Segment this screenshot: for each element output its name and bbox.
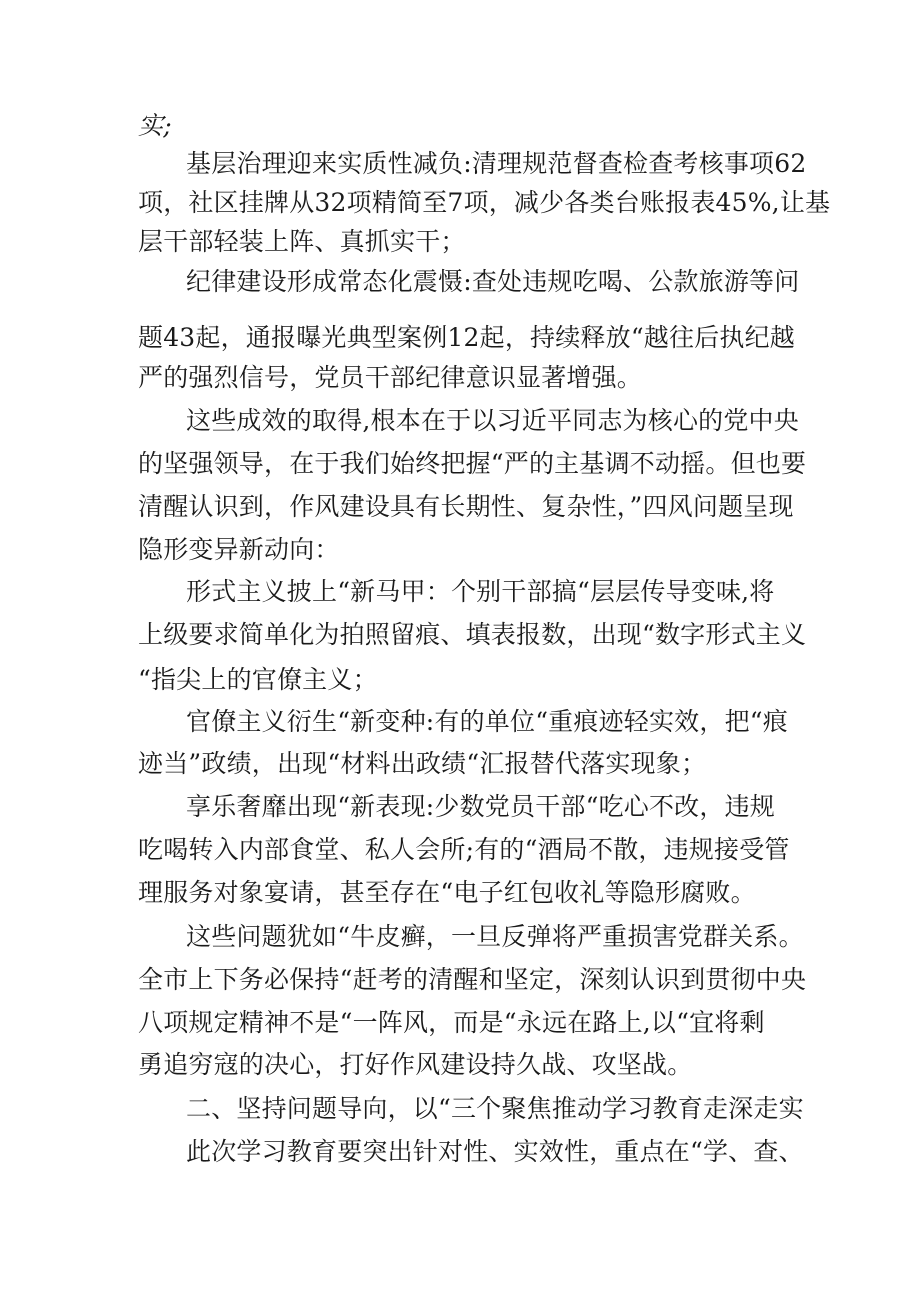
text-line: 基层治理迎来实质性减负:清理规范督查检查考核事项62: [186, 149, 807, 178]
text-line: 项，社区挂牌从32项精简至7项，减少各类台账报表45%,让基: [138, 188, 831, 217]
text-line: 清醒认识到，作风建设具有长期性、复杂性，”四风问题呈现: [138, 492, 794, 521]
text-line: 隐形变异新动向：: [138, 535, 340, 564]
text-line: 题43起，通报曝光典型案例12起，持续释放“越往后执纪越: [138, 323, 796, 352]
text-line: 形式主义披上“新马甲：个别干部搞“层层传导变味,将: [186, 577, 775, 606]
text-line: 上级要求简单化为拍照留痕、填表报数，出现“数字形式主义: [138, 620, 807, 649]
text-line: 二、坚持问题导向，以“三个聚焦推动学习教育走深走实: [186, 1094, 804, 1123]
text-line: 此次学习教育要突出针对性、实效性，重点在“学、查、: [186, 1137, 804, 1166]
text-line: 迹当”政绩，出现“材料出政绩“汇报替代落实现象；: [138, 749, 707, 778]
text-line: 的坚强领导，在于我们始终把握“严的主基调不动摇。但也要: [138, 449, 807, 478]
text-line: “指尖上的官僚主义；: [138, 665, 378, 694]
text-line: 实;: [138, 111, 172, 140]
text-line: 纪律建设形成常态化震慑:查处违规吃喝、公款旅游等问: [186, 267, 800, 296]
text-line: 全市上下务必保持“赶考的清醒和坚定，深刻认识到贯彻中央: [138, 965, 807, 994]
text-line: 层干部轻装上阵、真抓实干；: [138, 227, 466, 256]
text-line: 这些问题犹如“牛皮癣，一旦反弹将严重损害党群关系。: [186, 922, 804, 951]
text-line: 严的强烈信号，党员干部纪律意识显著增强。: [138, 363, 643, 392]
text-line: 吃喝转入内部食堂、私人会所;有的“酒局不散，违规接受管: [138, 835, 790, 864]
text-line: 勇追穷寇的决心，打好作风建设持久战、攻坚战。: [138, 1050, 693, 1079]
text-line: 八项规定精神不是“一阵风，而是“永远在路上,以“宜将剩: [138, 1008, 765, 1037]
text-line: 享乐奢靡出现“新表现:少数党员干部“吃心不改，违规: [186, 792, 775, 821]
text-line: 理服务对象宴请，甚至存在“电子红包收礼等隐形腐败。: [138, 878, 756, 907]
text-line: 这些成效的取得,根本在于以习近平同志为核心的党中央: [186, 406, 799, 435]
text-line: 官僚主义衍生“新变种:有的单位“重痕迹轻实效，把“痕: [186, 707, 788, 736]
